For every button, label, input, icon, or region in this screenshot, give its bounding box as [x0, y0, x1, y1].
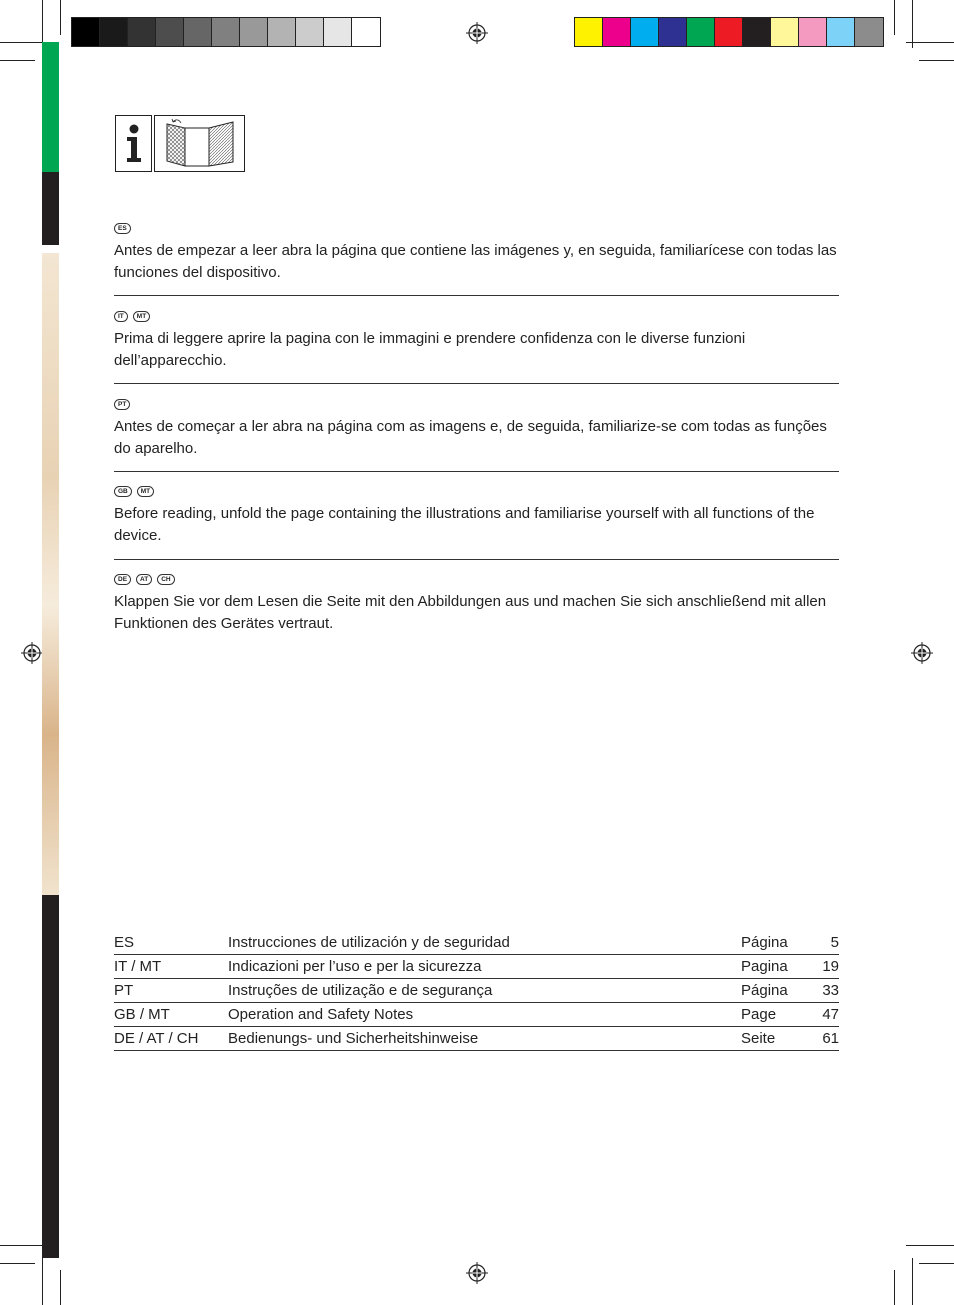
- language-badge: AT: [136, 574, 152, 585]
- language-badge: IT: [114, 311, 128, 322]
- color-swatch: [799, 18, 827, 46]
- color-swatch: [771, 18, 799, 46]
- crop-mark: [919, 1263, 954, 1264]
- contents-page-number: 47: [822, 1006, 839, 1023]
- fold-out-page-icon: [155, 116, 244, 171]
- crop-mark: [906, 1245, 954, 1246]
- contents-page-label: Seite: [741, 1030, 776, 1047]
- language-badges: [114, 574, 839, 586]
- color-swatch: [743, 18, 771, 46]
- crop-mark: [42, 1258, 43, 1305]
- side-strip-green: [42, 42, 59, 172]
- contents-row[interactable]: [114, 979, 839, 1003]
- contents-row[interactable]: [114, 1027, 839, 1051]
- language-badge: MT: [137, 486, 154, 497]
- section-divider: [114, 471, 839, 472]
- crop-mark: [912, 0, 913, 48]
- language-badges: [114, 223, 839, 235]
- registration-mark-icon: [911, 642, 933, 664]
- contents-page-label: Page: [741, 1006, 777, 1023]
- language-badges: [114, 399, 839, 411]
- gray-swatch: [72, 18, 100, 46]
- crop-mark: [906, 42, 954, 43]
- info-icon-box: [115, 115, 152, 172]
- crop-mark: [894, 0, 895, 35]
- gray-swatch: [100, 18, 128, 46]
- language-badge: GB: [114, 486, 132, 497]
- color-swatch: [687, 18, 715, 46]
- crop-mark: [919, 60, 954, 61]
- contents-title: Instrucciones de utilización y de seguridad: [228, 934, 510, 951]
- contents-title: Instruções de utilização e de segurança: [228, 982, 493, 999]
- section-text: Klappen Sie vor dem Lesen die Seite mit den Abbildungen aus und machen Sie sich anschließend mit allen Funktionen des Gerätes vertraut.: [114, 593, 827, 632]
- section-divider: [114, 295, 839, 296]
- side-strip-photo: [42, 253, 59, 895]
- contents-title: Indicazioni per l’uso e per la sicurezza: [228, 958, 482, 975]
- crop-mark: [60, 0, 61, 35]
- language-badges: [114, 311, 839, 323]
- contents-title: Operation and Safety Notes: [228, 1006, 414, 1023]
- crop-mark: [0, 60, 35, 61]
- contents-page-number: 61: [822, 1030, 839, 1047]
- gray-swatch: [268, 18, 296, 46]
- section-it-mt: [114, 311, 839, 372]
- contents-page-label: Pagina: [741, 958, 788, 975]
- crop-mark: [0, 42, 48, 43]
- contents-page-label: Página: [741, 934, 788, 951]
- color-swatch: [631, 18, 659, 46]
- section-gb-mt: [114, 486, 839, 547]
- contents-page-number: 5: [830, 934, 839, 951]
- section-text: Antes de começar a ler abra na página com as imagens e, de seguida, familiarize-se com todas as funções do aparelho.: [114, 418, 827, 457]
- section-de-at-ch: [114, 574, 839, 635]
- gray-swatch: [184, 18, 212, 46]
- color-calibration-bar: [574, 17, 884, 47]
- contents-language: DE / AT / CH: [114, 1030, 199, 1047]
- gray-swatch: [128, 18, 156, 46]
- gray-swatch: [352, 18, 380, 46]
- contents-page-label: Página: [741, 982, 788, 999]
- grayscale-calibration-bar: [71, 17, 381, 47]
- contents-row[interactable]: [114, 955, 839, 979]
- gray-swatch: [156, 18, 184, 46]
- crop-mark: [42, 0, 43, 48]
- gray-swatch: [296, 18, 324, 46]
- side-strip-dark: [42, 895, 59, 1258]
- contents-language: ES: [114, 934, 135, 951]
- section-divider: [114, 559, 839, 560]
- crop-mark: [60, 1270, 61, 1305]
- side-strip-dark: [42, 172, 59, 245]
- gray-swatch: [324, 18, 352, 46]
- gray-swatch: [212, 18, 240, 46]
- contents-page-number: 33: [822, 982, 839, 999]
- contents-language: PT: [114, 982, 134, 999]
- language-badge: CH: [157, 574, 174, 585]
- section-text: Before reading, unfold the page containing the illustrations and familiarise yourself with all functions of the device.: [114, 505, 815, 544]
- color-swatch: [715, 18, 743, 46]
- color-swatch: [603, 18, 631, 46]
- registration-mark-icon: [466, 22, 488, 44]
- section-text: Prima di leggere aprire la pagina con le immagini e prendere confidenza con le diverse funzioni dell’apparecchio.: [114, 330, 746, 369]
- language-badges: [114, 486, 839, 498]
- language-badge: DE: [114, 574, 131, 585]
- contents-page-number: 19: [822, 958, 839, 975]
- color-swatch: [855, 18, 883, 46]
- color-swatch: [659, 18, 687, 46]
- gray-swatch: [240, 18, 268, 46]
- crop-mark: [894, 1270, 895, 1305]
- contents-table: [114, 931, 839, 1051]
- registration-mark-icon: [21, 642, 43, 664]
- contents-row[interactable]: [114, 1003, 839, 1027]
- contents-row[interactable]: [114, 931, 839, 955]
- info-icon: [124, 124, 144, 164]
- section-es: [114, 223, 839, 284]
- crop-mark: [0, 1263, 35, 1264]
- section-divider: [114, 383, 839, 384]
- registration-mark-icon: [466, 1262, 488, 1284]
- fold-out-page-icon-box: [154, 115, 245, 172]
- color-swatch: [827, 18, 855, 46]
- section-pt: [114, 399, 839, 460]
- contents-title: Bedienungs- und Sicherheitshinweise: [228, 1030, 479, 1047]
- contents-language: IT / MT: [114, 958, 162, 975]
- language-badge: PT: [114, 399, 130, 410]
- crop-mark: [912, 1258, 913, 1305]
- section-text: Antes de empezar a leer abra la página que contiene las imágenes y, en seguida, familiarícese con todas las funciones del dispositivo.: [114, 242, 837, 281]
- language-badge: ES: [114, 223, 131, 234]
- color-swatch: [575, 18, 603, 46]
- contents-language: GB / MT: [114, 1006, 170, 1023]
- language-badge: MT: [133, 311, 150, 322]
- crop-mark: [0, 1245, 48, 1246]
